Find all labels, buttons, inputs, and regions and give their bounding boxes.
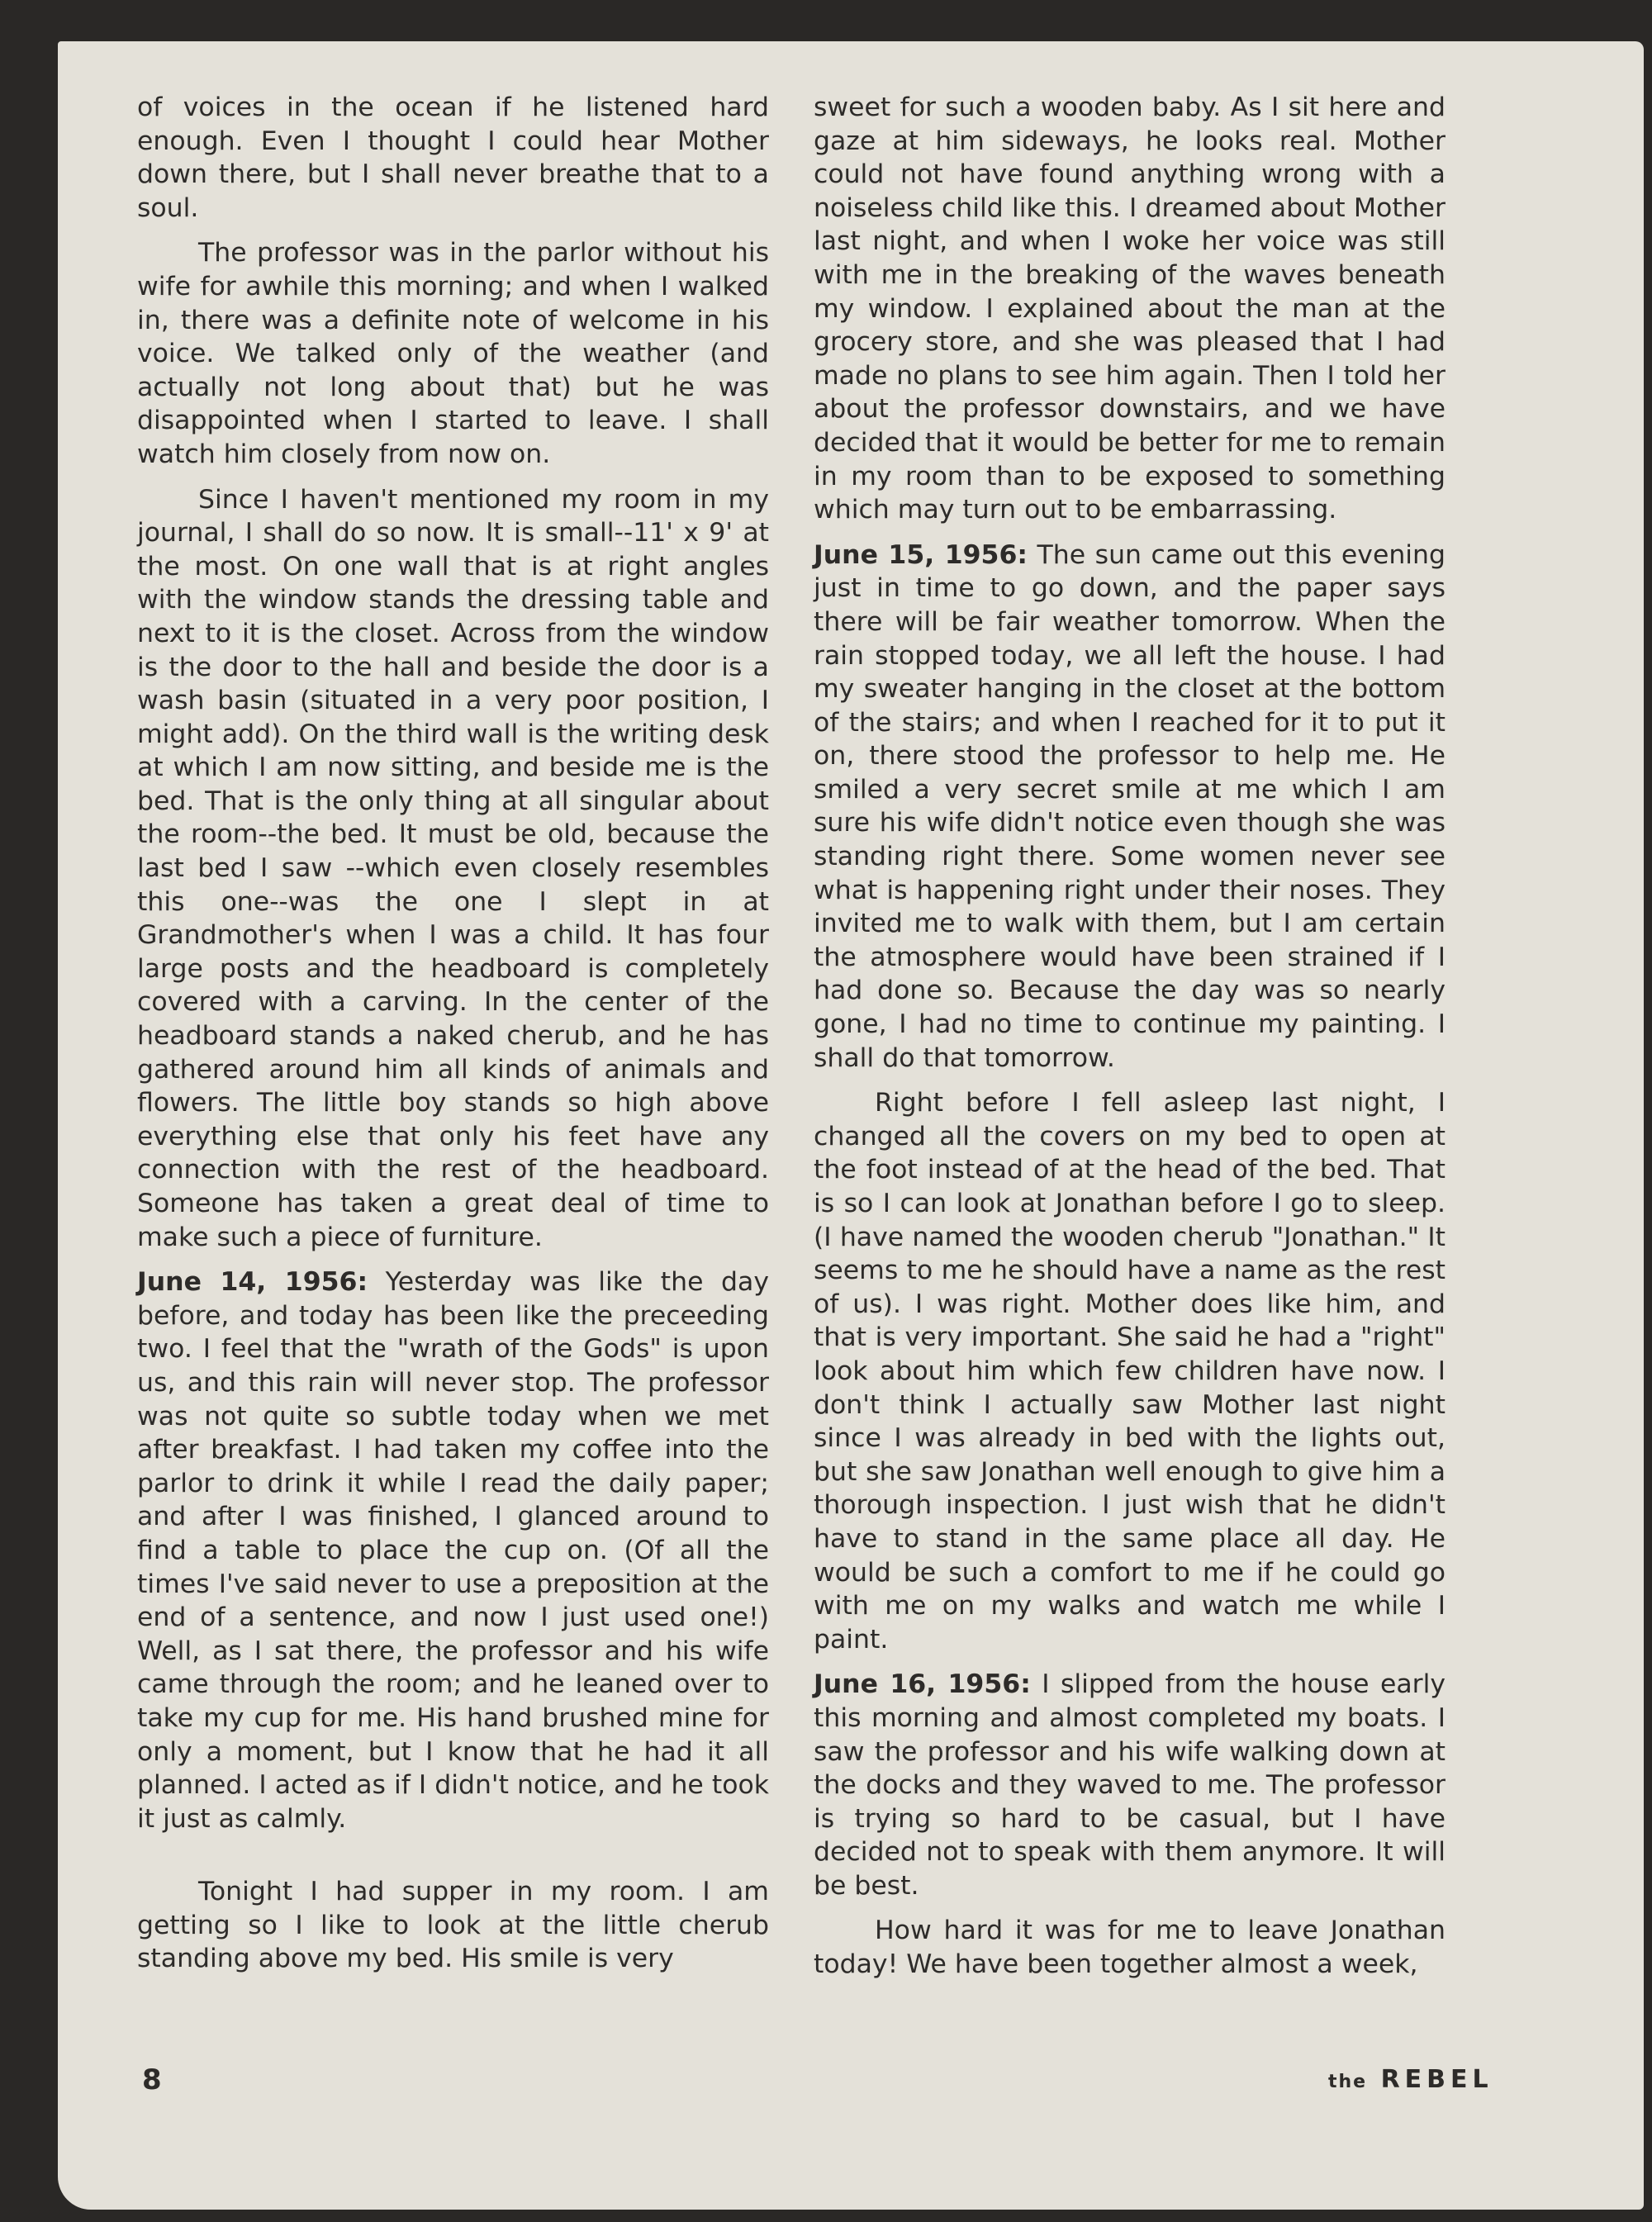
magazine-name (1328, 2065, 1493, 2094)
entry-text: I slipped from the house early this morning and almost completed my boats. I saw the professor and his wife walking down at the docks and they waved to me. The professor is trying so hard to be casual, but I have decided not to speak with them anymore. It will be best. (814, 1669, 1446, 1901)
entry-date: June 14, 1956: (137, 1267, 368, 1298)
entry-text: The sun came out this evening just in time to go down, and the paper says there will be fair weather tomorrow. When the rain stopped today, we all left the house. I had my sweater hanging in the closet at the bottom of the stairs; and when I reached for it to put it on, there stood the professor to help me. He smiled a very secret smile at me which I am sure his wife didn't notice even though she was standing right there. Some women never see what is happening right under their noses. They invited me to walk with them, but I am certain the atmosphere would have been strained if I had done so. Because the day was so nearly gone, I had no time to continue my painting. I shall do that tomorrow. (814, 539, 1446, 1073)
journal-entry (814, 539, 1446, 1075)
paragraph: The professor was in the parlor without his wife for awhile this morning; and when I walked in, there was a definite note of welcome in his voice. We talked only of the weather (and actually not long about that) but he was disappointed when I started to leave. I shall watch him closely from now on. (137, 238, 769, 469)
entry-text: Yesterday was like the day before, and today has been like the preceeding two. I feel that the "wrath of the Gods" is upon us, and this rain will never stop. The professor was not quite so subtle today when we met after breakfast. I had taken my coffee into the parlor to drink it while I read the daily paper; and after I was finished, I glanced around to find a table to place the cup on. (Of all the times I've said never to use a preposition at the end of a sentence, and now I just used one!) Well, as I sat there, the professor and his wife came through the room; and he leaned over to take my cup for me. His hand brushed mine for only a moment, but I know that he had it all planned. I acted as if I didn't notice, and he took it just as calmly. (137, 1267, 769, 1834)
journal-entry (137, 1265, 769, 1835)
paragraph: sweet for such a wooden baby. As I sit here and gaze at him sideways, he looks real. Mother could not have found anything wrong with a noiseless child like this. I dreamed about Mother last night, and when I woke her voice was still with me in the breaking of the waves beneath my window. I explained about the man at the grocery store, and she was pleased that I had made no plans to see him again. Then I told her about the professor downstairs, and we have decided that it would be better for me to remain in my room than to be exposed to something which may turn out to be embarrassing. (814, 93, 1446, 525)
magazine-prefix: the (1328, 2072, 1368, 2092)
right-column (814, 91, 1446, 1982)
paragraph: Tonight I had supper in my room. I am getting so I like to look at the little cherub standing above my bed. His smile is very (137, 1877, 769, 1974)
paragraph: Since I haven't mentioned my room in my journal, I shall do so now. It is small--11' x 9' at the most. On one wall that is at right angles with the window stands the dressing table and next to it is the closet. Across from the window is the door to the hall and beside the door is a wash basin (situated in a very poor position, I might add). On the third wall is the writing desk at which I am now sitting, and beside me is the bed. That is the only thing at all singular about the room--the bed. It must be old, because the last bed I saw --which even closely resembles this one--was the one I slept in at Grandmother's when I was a child. It has four large posts and the headboard is completely covered with a carving. In the center of the headboard stands a naked cherub, and he has gathered around him all kinds of animals and flowers. The little boy stands so high above everything else that only his feet have any connection with the rest of the headboard. Someone has taken a great deal of time to make such a piece of furniture. (137, 484, 769, 1252)
paragraph: How hard it was for me to leave Jonathan today! We have been together almost a week, (814, 1916, 1446, 1980)
paragraph: of voices in the ocean if he listened hard enough. Even I thought I could hear Mother down there, but I shall never breathe that to a soul. (137, 93, 769, 223)
page-number: 8 (142, 2063, 162, 2096)
magazine-title: REBEL (1380, 2065, 1493, 2094)
entry-date: June 16, 1956: (814, 1669, 1031, 1700)
entry-date: June 15, 1956: (814, 539, 1028, 570)
journal-entry (814, 1668, 1446, 1902)
left-column (137, 91, 769, 1976)
paragraph: Right before I fell asleep last night, I changed all the covers on my bed to open at the foot instead of at the head of the bed. That is so I can look at Jonathan before I go to sleep. (I have named the wooden cherub "Jonathan." It seems to me he should have a name as the rest of us). I was right. Mother does like him, and that is very important. She said he had a "right" look about him which few children have now. I don't think I actually saw Mother last night since I was already in bed with the lights out, but she saw Jonathan well enough to give him a thorough inspection. I just wish that he didn't have to stand in the same place all day. He would be such a comfort to me if he could go with me on my walks and watch me while I paint. (814, 1088, 1446, 1655)
